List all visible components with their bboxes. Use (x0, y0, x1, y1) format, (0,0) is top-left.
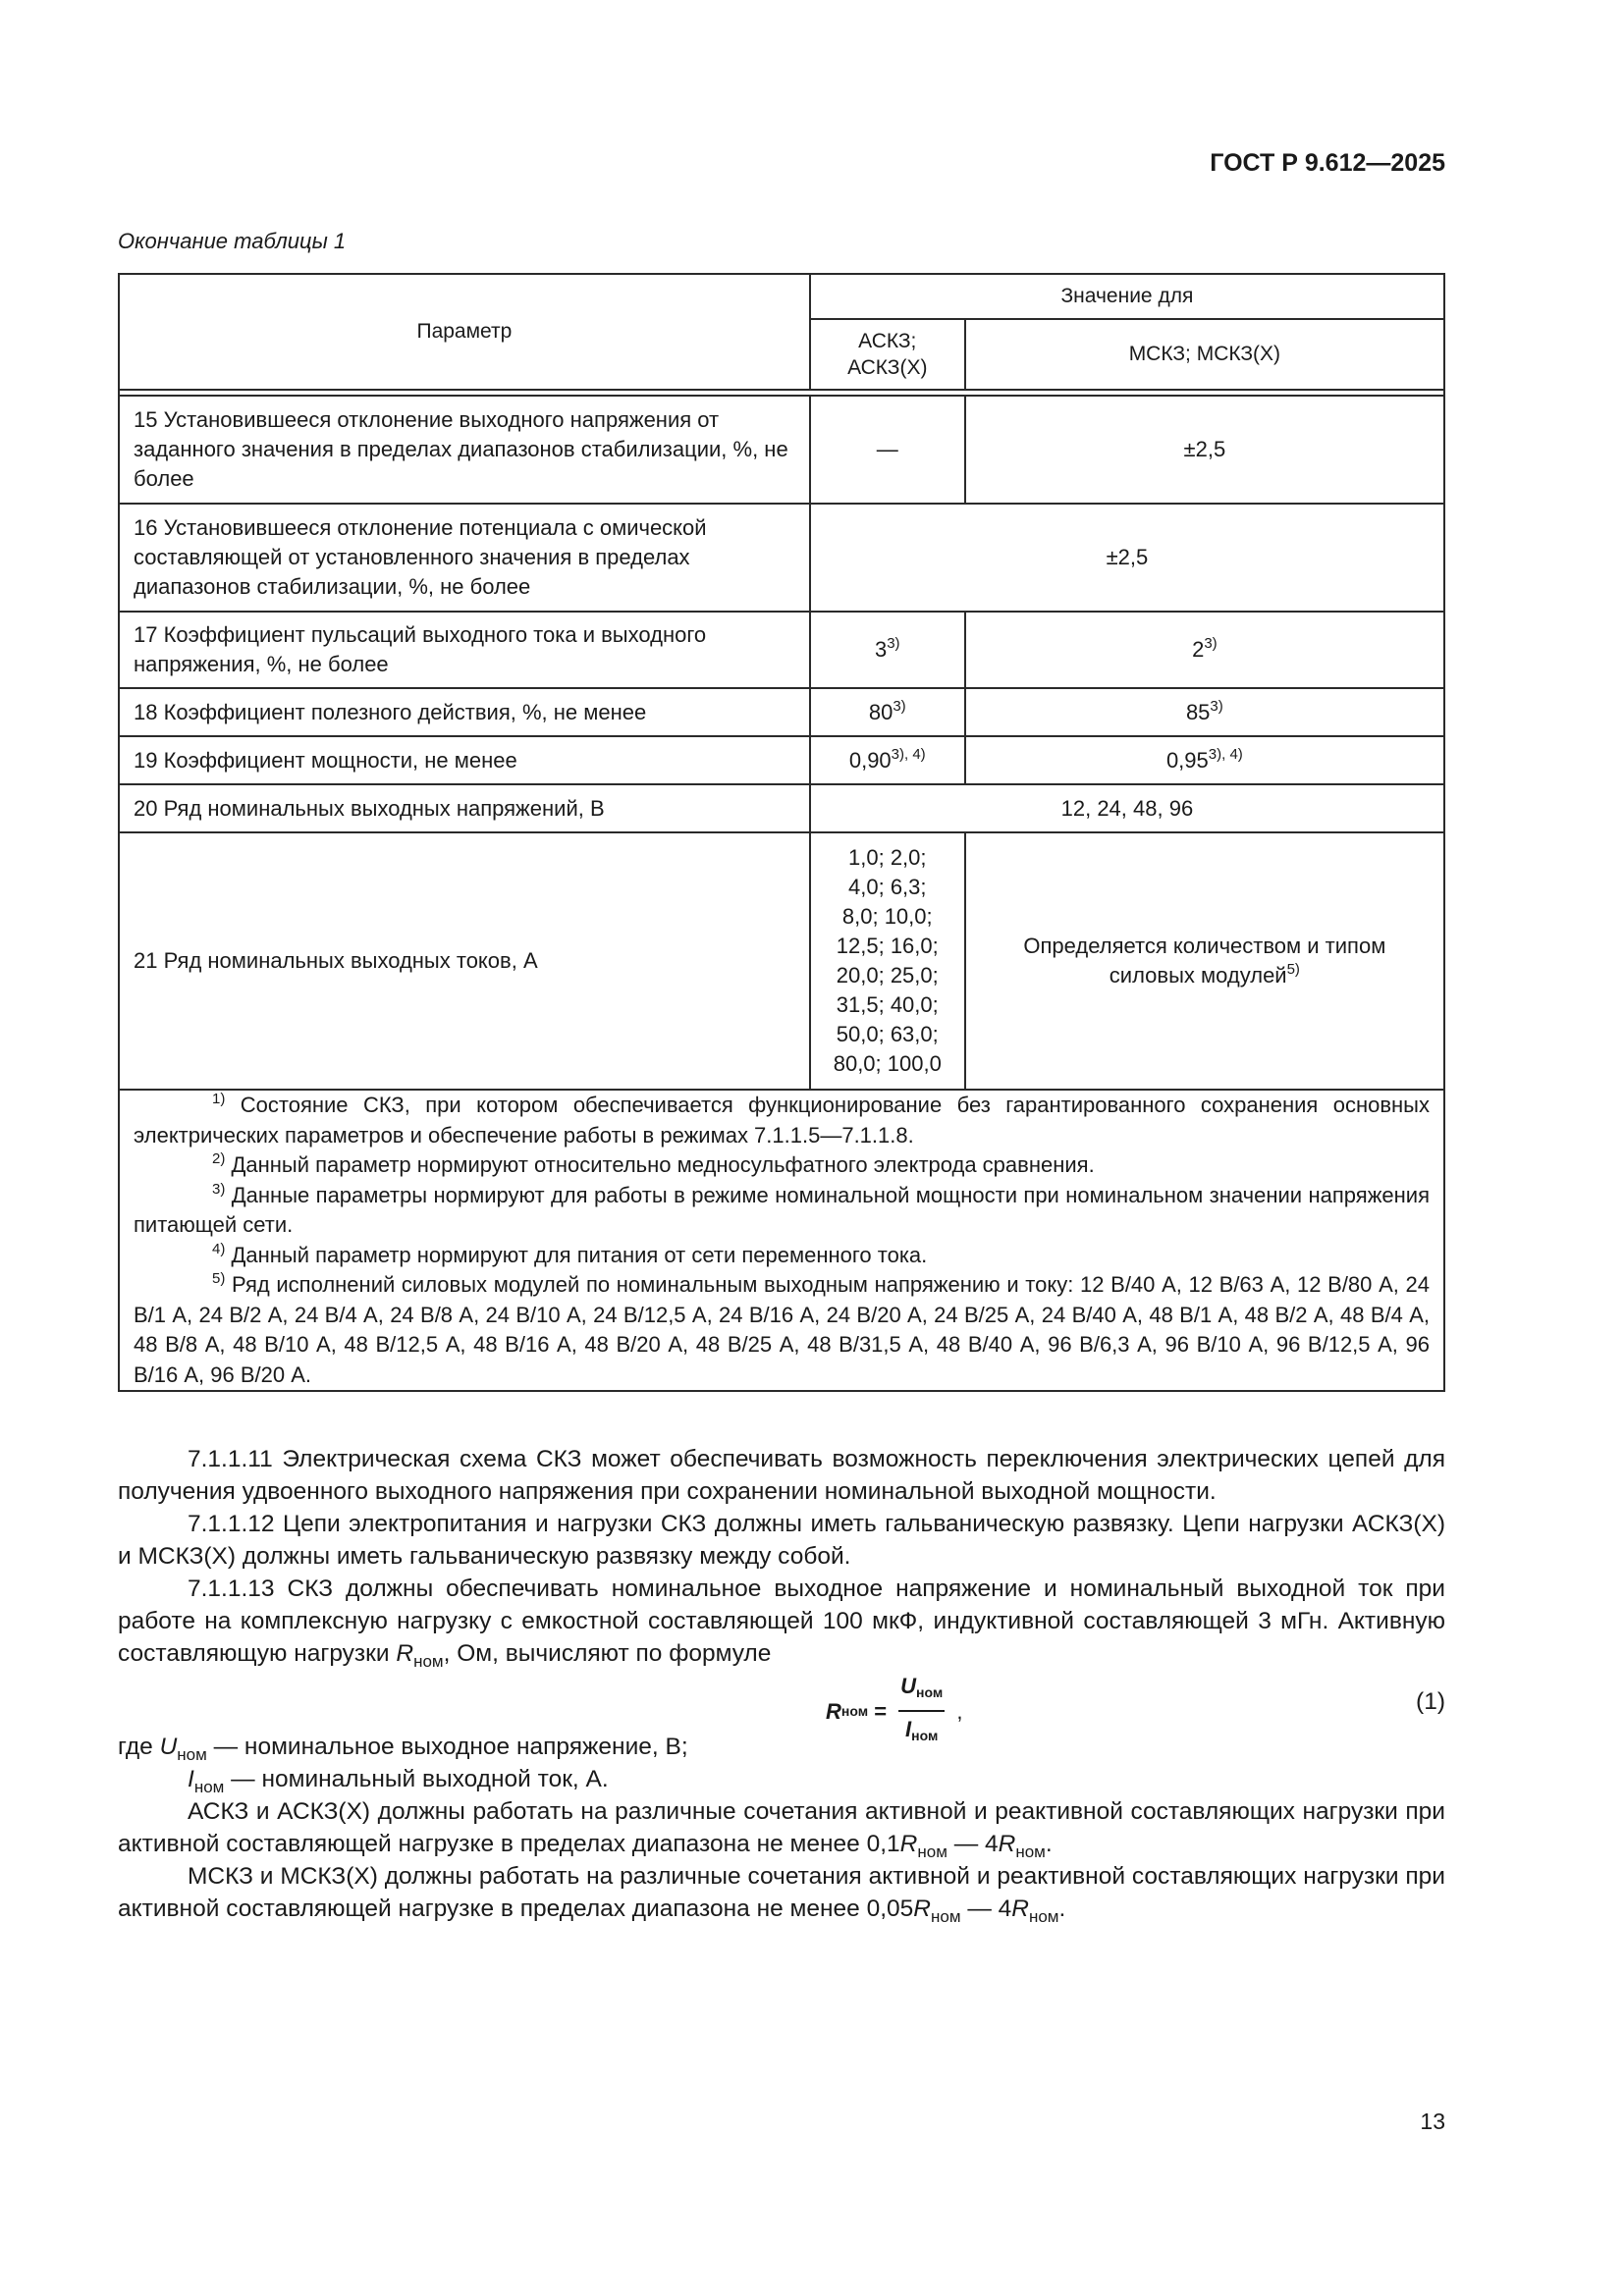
footnote-ref: 3) (1210, 697, 1223, 715)
subscript: ном (177, 1745, 207, 1764)
subscript: ном (1028, 1907, 1059, 1926)
table-caption: Окончание таблицы 1 (118, 229, 347, 253)
header-ask (810, 319, 965, 390)
text: где (118, 1734, 160, 1760)
formula-fraction (898, 1670, 945, 1752)
footnote (134, 1181, 1430, 1241)
value: 85 (1185, 699, 1211, 724)
text: АСКЗ и АСКЗ(Х) должны работать на различные сочетания активной и реактивной составляющих нагрузки при активной составляющей нагрузке в пределах диапазона не менее 0,1 (118, 1798, 1445, 1857)
table-row (119, 396, 1444, 504)
footnote-mark: 1) (212, 1091, 226, 1107)
where-line-2 (118, 1763, 1445, 1795)
formula-tail: , (950, 1698, 963, 1724)
header-value-group: Значение для (810, 274, 1444, 319)
header-ask-line1: АСКЗ; (858, 330, 917, 352)
footnote-ref: 3) (893, 697, 906, 715)
formula-denominator (903, 1712, 940, 1752)
table-row (119, 688, 1444, 736)
current-series-line: 31,5; 40,0; (836, 992, 939, 1017)
parameters-table (118, 273, 1445, 1392)
symbol: R (396, 1640, 414, 1667)
numerator-symbol: U (900, 1674, 917, 1698)
row-value-msk (965, 612, 1444, 688)
denominator-symbol: I (905, 1717, 912, 1741)
footnote-ref: 3) (1204, 635, 1218, 652)
table-row (119, 612, 1444, 688)
subscript: ном (930, 1907, 961, 1926)
table-row (119, 832, 1444, 1090)
footnote-mark: 3) (212, 1180, 226, 1198)
symbol: I (188, 1766, 194, 1792)
row-value-merged: ±2,5 (810, 504, 1444, 612)
footnote-mark: 4) (212, 1240, 226, 1257)
formula-block (118, 1670, 1445, 1743)
row-param: 15 Установившееся отклонение выходного напряжения от заданного значения в пределах диапазонов стабилизации, %, не более (119, 396, 810, 504)
page-number: 13 (1420, 2109, 1445, 2134)
subscript: ном (1015, 1842, 1046, 1861)
row-value-ask (810, 688, 965, 736)
row-param: 20 Ряд номинальных выходных напряжений, В (119, 784, 810, 832)
footnote (134, 1091, 1430, 1150)
text: 7.1.1.13 СКЗ должны обеспечивать номинальное выходное напряжение и номинальный выходной ток при работе на комплексную нагрузку с емкостной составляющей 100 мкФ, индуктивной составляющей 3 мГн. Активную составляющую нагрузки (118, 1575, 1445, 1667)
header-ask-line2: АСКЗ(Х) (847, 356, 928, 379)
value: 0,95 (1165, 747, 1209, 773)
value: 0,90 (848, 747, 892, 773)
text: — номинальное выходное напряжение, В; (206, 1734, 688, 1760)
row-param: 16 Установившееся отклонение потенциала с омической составляющей от установленного значения в пределах диапазонов стабилизации, %, не более (119, 504, 810, 612)
footnote (134, 1241, 1430, 1271)
value-line2 (980, 961, 1430, 990)
row-value-ask: — (810, 396, 965, 504)
current-series-line: 50,0; 63,0; (836, 1022, 939, 1046)
table-notes-row (119, 1090, 1444, 1391)
current-series-line: 80,0; 100,0 (833, 1051, 942, 1076)
footnote-text: Данный параметр нормируют относительно медносульфатного электрода сравнения. (225, 1152, 1095, 1177)
subscript: ном (917, 1842, 947, 1861)
current-series-list (834, 843, 942, 1079)
formula (826, 1670, 962, 1752)
row-value-msk (965, 736, 1444, 784)
footnote-mark: 2) (212, 1150, 226, 1167)
row-value-ask (810, 736, 965, 784)
text: . (1045, 1831, 1053, 1857)
row-value-msk: ±2,5 (965, 396, 1444, 504)
footnote-ref: 5) (1286, 961, 1300, 978)
footnote-text: Ряд исполнений силовых модулей по номинальным выходным напряжению и току: 12 В/40 А, 12 В/63 А, 12 В/80 А, 24 В/1 А, 24 В/2 А, 24 В/4 А, 24 В/8 А, 24 В/10 А, 24 В/12,5 А, 24 В/16 А, 24 В/20 А, 24 В/25 А, 24 В/40 А, 48 В/1 А, 48 В/2 А, 48 В/4 А, 48 В/8 А, 48 В/10 А, 48 В/12,5 А, 48 В/16 А, 48 В/20 А, 48 В/25 А, 48 В/31,5 А, 48 В/40 А, 96 В/6,3 А, 96 В/10 А, 96 В/12,5 А, 96 В/16 А, 96 В/20 А. (134, 1272, 1430, 1387)
paragraph-ask (118, 1795, 1445, 1860)
value: 2 (1192, 637, 1205, 662)
text: — 4 (960, 1896, 1012, 1922)
row-param: 19 Коэффициент мощности, не менее (119, 736, 810, 784)
symbol: U (159, 1734, 178, 1760)
footnote-text: Данные параметры нормируют для работы в режиме номинальной мощности при номинальном значении напряжения питающей сети. (134, 1182, 1430, 1237)
row-param: 18 Коэффициент полезного действия, %, не менее (119, 688, 810, 736)
row-value-msk (965, 832, 1444, 1090)
numerator-sub: ном (916, 1684, 944, 1700)
footnote-ref: 3), 4) (891, 745, 926, 763)
current-series-line: 1,0; 2,0; (848, 845, 927, 870)
standard-code: ГОСТ Р 9.612—2025 (1210, 149, 1445, 177)
value-line1: Определяется количеством и типом (1023, 934, 1386, 958)
formula-lhs-sub: ном (840, 1702, 869, 1719)
text: . (1058, 1896, 1066, 1922)
symbol: R (998, 1831, 1016, 1857)
row-param: 17 Коэффициент пульсаций выходного тока и выходного напряжения, %, не более (119, 612, 810, 688)
header-msk: МСКЗ; МСКЗ(Х) (965, 319, 1444, 390)
formula-lhs: R (826, 1698, 841, 1724)
table-notes (119, 1090, 1444, 1391)
paragraph-7-1-1-12: 7.1.1.12 Цепи электропитания и нагрузки СКЗ должны иметь гальваническую развязку. Цепи нагрузки АСКЗ(Х) и МСКЗ(Х) должны иметь гальваническую развязку между собой. (118, 1511, 1445, 1570)
formula-number: (1) (1416, 1688, 1445, 1715)
footnote-text: Состояние СКЗ, при котором обеспечивается функционирование без гарантированного сохранения основных электрических параметров и обеспечение работы в режимах 7.1.1.5—7.1.1.8. (134, 1093, 1430, 1148)
symbol: R (1011, 1896, 1029, 1922)
row-value-ask (810, 832, 965, 1090)
table-row (119, 784, 1444, 832)
symbol: R (899, 1831, 918, 1857)
footnote (134, 1270, 1430, 1390)
row-value-msk (965, 688, 1444, 736)
footnote-text: Данный параметр нормируют для питания от сети переменного тока. (225, 1242, 928, 1267)
footnote-mark: 5) (212, 1270, 226, 1287)
header-param: Параметр (119, 274, 810, 390)
symbol: R (913, 1896, 931, 1922)
footnote-ref: 3), 4) (1208, 745, 1243, 763)
value: 80 (868, 699, 893, 724)
row-value-ask (810, 612, 965, 688)
text: — 4 (947, 1831, 999, 1857)
value: силовых модулей (1109, 963, 1287, 988)
value: 3 (874, 637, 888, 662)
text: МСКЗ и МСКЗ(Х) должны работать на различные сочетания активной и реактивной составляющих нагрузки при активной составляющей нагрузке в пределах диапазона не менее 0,05 (118, 1863, 1445, 1922)
text: — номинальный выходной ток, А. (224, 1766, 609, 1792)
formula-eq: = (868, 1698, 893, 1724)
current-series-line: 4,0; 6,3; (848, 875, 927, 899)
table-row (119, 504, 1444, 612)
current-series-line: 8,0; 10,0; (841, 904, 933, 929)
current-series-line: 20,0; 25,0; (836, 963, 939, 988)
text: , Ом, вычисляют по формуле (443, 1640, 772, 1667)
footnote-ref: 3) (887, 635, 900, 652)
body-text (118, 1443, 1445, 1925)
current-series-line: 12,5; 16,0; (836, 934, 939, 958)
row-param: 21 Ряд номинальных выходных токов, А (119, 832, 810, 1090)
paragraph-msk (118, 1860, 1445, 1925)
footnote (134, 1150, 1430, 1181)
where-line-1 (118, 1731, 1445, 1763)
row-value-merged: 12, 24, 48, 96 (810, 784, 1444, 832)
subscript: ном (193, 1778, 225, 1796)
table-row (119, 736, 1444, 784)
table-header-row (119, 274, 1444, 319)
denominator-sub: ном (911, 1728, 939, 1743)
paragraph-7-1-1-11: 7.1.1.11 Электрическая схема СКЗ может обеспечивать возможность переключения электрических цепей для получения удвоенного выходного напряжения при сохранении номинальной выходной мощности. (118, 1446, 1445, 1505)
formula-numerator (898, 1670, 945, 1712)
subscript: ном (413, 1652, 444, 1671)
paragraph-7-1-1-13 (118, 1573, 1445, 1670)
